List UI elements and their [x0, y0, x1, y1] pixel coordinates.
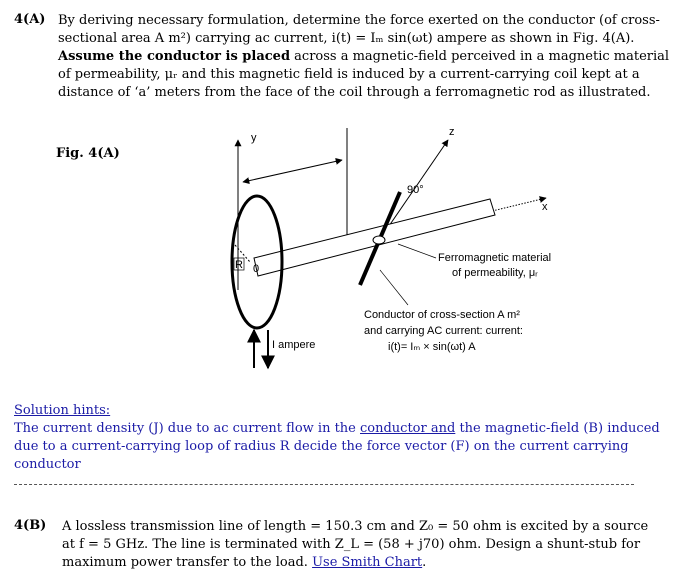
- hints-line-3: conductor: [14, 457, 81, 472]
- question-4b-text: [62, 518, 649, 572]
- ferro-label-2: of permeability, μᵣ: [452, 267, 538, 279]
- q4b-line-3: [62, 554, 642, 572]
- q4b-line-3b: .: [422, 555, 427, 570]
- solution-hints: [14, 402, 660, 474]
- hints-underlined-phrase: conductor and: [360, 421, 456, 436]
- current-label: I ampere: [272, 339, 316, 351]
- q4b-line-1: A lossless transmission line of length = 150.3 cm and Z₀ = 50 ohm is excited by a source: [62, 519, 649, 534]
- angle-label: 90°: [407, 184, 424, 196]
- z-axis-label: z: [449, 126, 455, 138]
- conductor-label-1: Conductor of cross-section A m²: [364, 309, 520, 321]
- q4b-line-2: at f = 5 GHz. The line is terminated with Z_L = (58 + j70) ohm. Design a shunt-stub for: [62, 537, 641, 552]
- x-axis-label: x: [542, 201, 548, 213]
- hints-title: Solution hints:: [14, 403, 111, 418]
- hints-line-1: [14, 420, 660, 438]
- q4a-bold-phrase: Assume the conductor is placed: [58, 49, 291, 64]
- distance-arrow: [243, 160, 342, 182]
- section-divider: [14, 484, 634, 485]
- y-axis-label: y: [251, 132, 257, 144]
- hints-line-2: due to a current-carrying loop of radius R decide the force vector (F) on the current carrying: [14, 439, 629, 454]
- q4a-line-4: of permeability, μᵣ and this magnetic field is induced by a current-carrying coil kept at a: [58, 67, 640, 82]
- figure-label: Fig. 4(A): [56, 146, 120, 161]
- ferro-label-1: Ferromagnetic material: [438, 252, 552, 264]
- smith-chart-link[interactable]: Use Smith Chart: [312, 555, 423, 570]
- hints-line-1a: The current density (J) due to ac current flow in the: [14, 421, 360, 436]
- question-number-4b: 4(B): [14, 518, 47, 533]
- q4a-line-1: By deriving necessary formulation, determine the force exerted on the conductor (of cross-: [58, 13, 660, 28]
- conductor-pointer-line: [380, 270, 408, 305]
- q4a-line-5: distance of ‘a’ meters from the face of the coil through a ferromagnetic rod as illustrated.: [58, 85, 651, 100]
- conductor-cross-section: [373, 236, 385, 244]
- q4a-line-2: sectional area A m²) carrying ac current, i(t) = Iₘ sin(ωt) ampere as shown in Fig. 4(A).: [58, 31, 635, 46]
- origin-label: 0: [253, 263, 260, 275]
- q4a-line-3-rest: across a magnetic-field perceived in a magnetic material: [290, 49, 670, 64]
- conductor-label-3: i(t)= Iₘ × sin(ωt) A: [388, 341, 476, 353]
- question-number-4a: 4(A): [14, 12, 46, 27]
- conductor-label-2: and carrying AC current: current:: [364, 325, 523, 337]
- ferro-pointer-line: [398, 244, 436, 258]
- radius-label: R: [235, 259, 243, 271]
- q4b-line-3a: maximum power transfer to the load.: [62, 555, 313, 570]
- hints-line-1b: the magnetic-field (B) induced: [455, 421, 660, 436]
